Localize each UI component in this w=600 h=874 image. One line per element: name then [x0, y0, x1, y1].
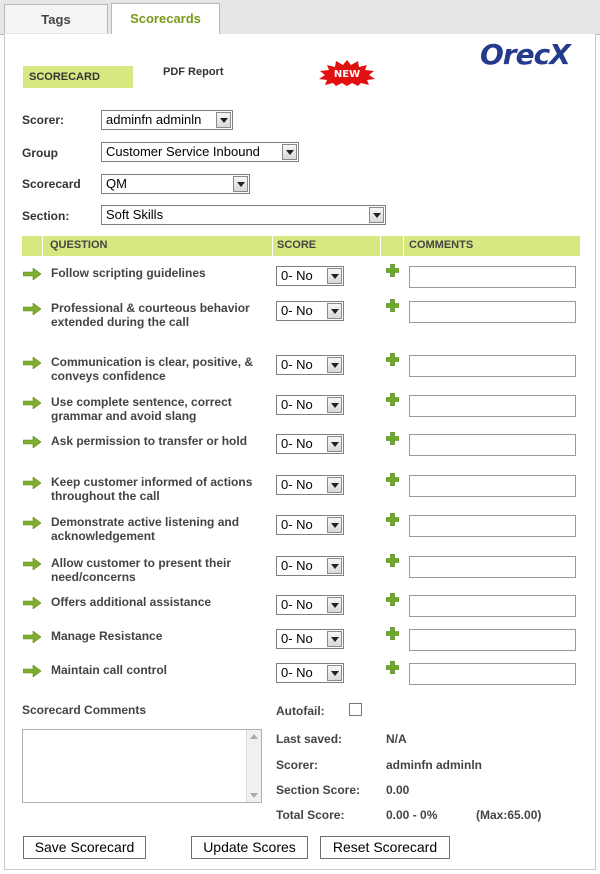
arrow-right-icon [23, 558, 41, 570]
scorecard-select-value: QM [106, 176, 127, 191]
score-select-value: 0- No [281, 397, 313, 412]
tab-scorecards[interactable]: Scorecards [111, 3, 220, 35]
score-select[interactable] [276, 266, 344, 286]
new-badge-icon [318, 60, 376, 86]
score-select[interactable] [276, 556, 344, 576]
plus-icon[interactable] [386, 661, 399, 674]
autofail-checkbox[interactable] [349, 703, 362, 716]
chevron-down-icon [327, 357, 342, 373]
chevron-down-icon [327, 665, 342, 681]
chevron-down-icon [233, 176, 248, 192]
group-select-value: Customer Service Inbound [106, 144, 260, 159]
scorer-select[interactable] [101, 110, 233, 130]
score-select-value: 0- No [281, 303, 313, 318]
question-text: Offers additional assistance [51, 595, 212, 609]
score-select-value: 0- No [281, 597, 313, 612]
arrow-right-icon [23, 631, 41, 643]
plus-icon[interactable] [386, 554, 399, 567]
comments-header: COMMENTS [409, 239, 474, 251]
pdf-report-link[interactable]: PDF Report [163, 66, 224, 78]
score-select[interactable] [276, 629, 344, 649]
question-text: Professional & courteous behavior extended during the call [51, 301, 250, 329]
comment-input[interactable] [409, 595, 576, 617]
comment-input[interactable] [409, 301, 576, 323]
question-text: Communication is clear, positive, & conveys confidence [51, 355, 254, 383]
scorecard-select[interactable] [101, 174, 250, 194]
plus-icon[interactable] [386, 432, 399, 445]
score-select-value: 0- No [281, 631, 313, 646]
comment-input[interactable] [409, 434, 576, 456]
plus-icon[interactable] [386, 299, 399, 312]
chevron-down-icon [327, 558, 342, 574]
total-score-label: Total Score: [276, 808, 345, 822]
chevron-down-icon [327, 477, 342, 493]
question-text: Ask permission to transfer or hold [51, 434, 248, 448]
scorecard-subtab[interactable]: SCORECARD [23, 66, 133, 88]
group-select[interactable] [101, 142, 299, 162]
score-select[interactable] [276, 595, 344, 615]
comment-input[interactable] [409, 556, 576, 578]
arrow-right-icon [23, 517, 41, 529]
score-select-value: 0- No [281, 268, 313, 283]
group-label: Group [22, 146, 58, 160]
score-select[interactable] [276, 395, 344, 415]
max-score-value: (Max:65.00) [476, 808, 542, 822]
plus-icon[interactable] [386, 393, 399, 406]
total-score-value: 0.00 - 0% [386, 808, 438, 822]
comment-input[interactable] [409, 475, 576, 497]
comment-input[interactable] [409, 355, 576, 377]
scroll-up-icon[interactable] [250, 734, 258, 739]
scorer-select-value: adminfn adminln [106, 112, 202, 127]
comment-input[interactable] [409, 395, 576, 417]
textarea-scrollbar[interactable] [246, 730, 261, 802]
arrow-right-icon [23, 436, 41, 448]
score-select-value: 0- No [281, 665, 313, 680]
scroll-down-icon[interactable] [250, 793, 258, 798]
chevron-down-icon [327, 303, 342, 319]
chevron-down-icon [369, 207, 384, 223]
summary-scorer-label: Scorer: [276, 758, 319, 772]
scorecard-comments-label: Scorecard Comments [22, 703, 147, 717]
arrow-right-icon [23, 303, 41, 315]
arrow-right-icon [23, 477, 41, 489]
plus-icon[interactable] [386, 473, 399, 486]
comment-input[interactable] [409, 266, 576, 288]
section-score-value: 0.00 [386, 783, 410, 797]
score-select-value: 0- No [281, 436, 313, 451]
last-saved-label: Last saved: [276, 732, 343, 746]
orecx-logo: OrecX [480, 38, 570, 71]
reset-scorecard-button[interactable]: Reset Scorecard [320, 836, 450, 859]
plus-icon[interactable] [386, 264, 399, 277]
arrow-right-icon [23, 357, 41, 369]
score-select[interactable] [276, 515, 344, 535]
last-saved-value: N/A [386, 732, 407, 746]
header-divider [42, 236, 43, 256]
question-text: Allow customer to present their need/concerns [51, 556, 232, 584]
chevron-down-icon [327, 597, 342, 613]
autofail-label: Autofail: [276, 704, 325, 718]
comment-input[interactable] [409, 515, 576, 537]
score-select[interactable] [276, 663, 344, 683]
arrow-right-icon [23, 268, 41, 280]
tab-tags[interactable]: Tags [4, 4, 108, 33]
arrow-right-icon [23, 597, 41, 609]
score-select-value: 0- No [281, 558, 313, 573]
score-header: SCORE [277, 239, 317, 251]
chevron-down-icon [216, 112, 231, 128]
question-text: Keep customer informed of actions throughout the call [51, 475, 253, 503]
header-divider [403, 236, 404, 256]
question-text: Manage Resistance [51, 629, 163, 643]
score-select[interactable] [276, 355, 344, 375]
plus-icon[interactable] [386, 513, 399, 526]
chevron-down-icon [282, 144, 297, 160]
save-scorecard-button[interactable]: Save Scorecard [23, 836, 146, 859]
section-label: Section: [22, 209, 70, 223]
scorecard-label: Scorecard [22, 177, 81, 191]
score-select[interactable] [276, 475, 344, 495]
chevron-down-icon [327, 631, 342, 647]
score-select-value: 0- No [281, 477, 313, 492]
score-select[interactable] [276, 301, 344, 321]
comment-input[interactable] [409, 663, 576, 685]
scorecard-comments-textarea[interactable] [22, 729, 262, 803]
chevron-down-icon [327, 436, 342, 452]
plus-icon[interactable] [386, 593, 399, 606]
plus-icon[interactable] [386, 627, 399, 640]
arrow-right-icon [23, 397, 41, 409]
section-score-label: Section Score: [276, 783, 361, 797]
summary-scorer-value: adminfn adminln [386, 758, 482, 772]
header-divider [380, 236, 381, 256]
question-text: Use complete sentence, correct grammar and avoid slang [51, 395, 232, 423]
chevron-down-icon [327, 517, 342, 533]
scorer-label: Scorer: [22, 113, 65, 127]
score-select-value: 0- No [281, 357, 313, 372]
tab-bar [0, 0, 600, 35]
question-header: QUESTION [50, 239, 108, 251]
question-text: Demonstrate active listening and acknowledgement [51, 515, 240, 543]
comment-input[interactable] [409, 629, 576, 651]
new-badge-text: NEW [333, 69, 361, 80]
question-table-header [22, 236, 580, 256]
header-divider [272, 236, 273, 256]
question-text: Maintain call control [51, 663, 168, 677]
arrow-right-icon [23, 665, 41, 677]
section-select[interactable] [101, 205, 386, 225]
plus-icon[interactable] [386, 353, 399, 366]
section-select-value: Soft Skills [106, 207, 164, 222]
score-select[interactable] [276, 434, 344, 454]
score-select-value: 0- No [281, 517, 313, 532]
chevron-down-icon [327, 397, 342, 413]
question-text: Follow scripting guidelines [51, 266, 206, 280]
chevron-down-icon [327, 268, 342, 284]
update-scores-button[interactable]: Update Scores [191, 836, 308, 859]
